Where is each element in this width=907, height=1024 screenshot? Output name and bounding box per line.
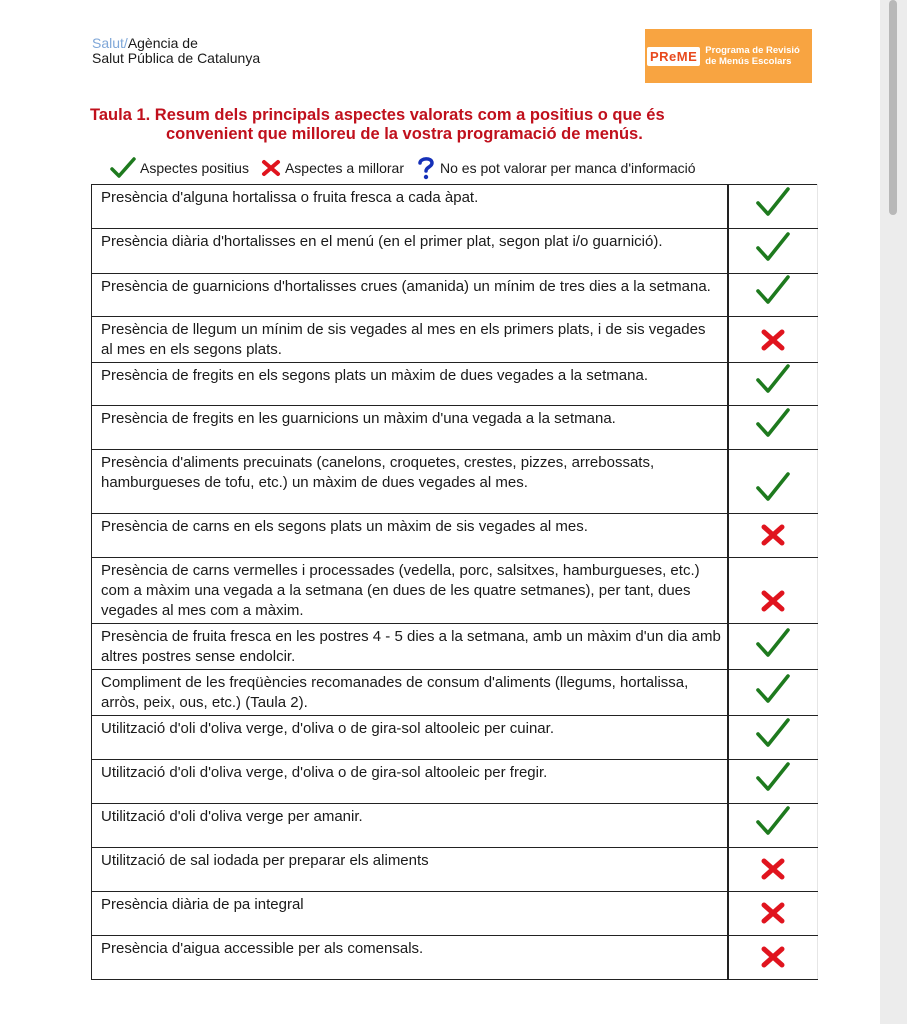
criterion-text: Utilització d'oli d'oliva verge, d'oliva o de gira-sol altooleic per fregir. bbox=[92, 760, 729, 804]
table-row bbox=[92, 624, 818, 670]
criterion-status bbox=[728, 363, 818, 406]
table-row bbox=[92, 317, 818, 363]
criterion-status bbox=[728, 760, 818, 804]
legend-unknown bbox=[416, 156, 696, 180]
cross-icon bbox=[760, 523, 786, 547]
criterion-text: Presència d'aigua accessible per als comensals. bbox=[92, 936, 729, 980]
title-line2: convenient que milloreu de la vostra programació de menús. bbox=[166, 125, 643, 143]
check-icon bbox=[755, 627, 791, 659]
agency-name bbox=[92, 36, 260, 66]
scrollbar-thumb[interactable] bbox=[889, 0, 897, 215]
criterion-status bbox=[728, 848, 818, 892]
legend-positive-label: Aspectes positius bbox=[140, 160, 249, 176]
criterion-text: Presència diària de pa integral bbox=[92, 892, 729, 936]
org-prefix: Salut/ bbox=[92, 35, 128, 51]
table-row bbox=[92, 450, 818, 514]
legend-improve-label: Aspectes a millorar bbox=[284, 160, 404, 176]
criterion-text: Presència de fruita fresca en les postres 4 - 5 dies a la setmana, amb un màxim d'un dia amb altres postres sense endolcir. bbox=[92, 624, 729, 670]
table-title bbox=[90, 106, 810, 144]
cross-icon bbox=[760, 857, 786, 881]
preme-logo bbox=[645, 29, 812, 83]
criterion-status bbox=[728, 274, 818, 317]
check-icon bbox=[755, 407, 791, 439]
criterion-text: Presència de carns en els segons plats un màxim de sis vegades al mes. bbox=[92, 514, 729, 558]
criterion-status bbox=[728, 514, 818, 558]
title-line1: Taula 1. Resum dels principals aspectes valorats com a positius o que és bbox=[90, 106, 665, 124]
table-row bbox=[92, 514, 818, 558]
criterion-text: Presència de guarnicions d'hortalisses crues (amanida) un mínim de tres dies a la setmana. bbox=[92, 274, 729, 317]
criterion-status bbox=[728, 892, 818, 936]
check-icon bbox=[755, 363, 791, 395]
table-row bbox=[92, 760, 818, 804]
criterion-status bbox=[728, 185, 818, 229]
question-icon bbox=[416, 156, 436, 180]
check-icon bbox=[755, 673, 791, 705]
cross-icon bbox=[760, 328, 786, 352]
table-row bbox=[92, 274, 818, 317]
table-row bbox=[92, 892, 818, 936]
criterion-text: Utilització de sal iodada per preparar els aliments bbox=[92, 848, 729, 892]
criterion-status bbox=[728, 936, 818, 980]
legend bbox=[110, 156, 830, 180]
criterion-text: Presència d'aliments precuinats (canelons, croquetes, crestes, pizzes, arrebossats, hamburgueses de tofu, etc.) un màxim de dues vegades al mes. bbox=[92, 450, 729, 514]
legend-improve bbox=[261, 159, 404, 177]
criterion-text: Presència de fregits en les guarnicions un màxim d'una vegada a la setmana. bbox=[92, 406, 729, 450]
criterion-text: Compliment de les freqüències recomanades de consum d'aliments (llegums, hortalissa, arròs, peix, ous, etc.) (Taula 2). bbox=[92, 670, 729, 716]
check-icon bbox=[755, 231, 791, 263]
table-row bbox=[92, 848, 818, 892]
table-row bbox=[92, 804, 818, 848]
table-row bbox=[92, 670, 818, 716]
logo-mark: PReME bbox=[647, 47, 700, 66]
org-line2: Salut Pública de Catalunya bbox=[92, 50, 261, 66]
table-row bbox=[92, 716, 818, 760]
criterion-text: Presència de fregits en els segons plats un màxim de dues vegades a la setmana. bbox=[92, 363, 729, 406]
criterion-text: Utilització d'oli d'oliva verge per amanir. bbox=[92, 804, 729, 848]
table-row bbox=[92, 936, 818, 980]
criterion-text: Presència d'alguna hortalissa o fruita fresca a cada àpat. bbox=[92, 185, 729, 229]
criterion-text: Presència de carns vermelles i processades (vedella, porc, salsitxes, hamburgueses, etc.) com a màxim una vegada a la setmana (en dues de les quatre setmanes), per tant, dues vegades al mes com a màxim. bbox=[92, 558, 729, 624]
table-row bbox=[92, 406, 818, 450]
logo-line2: de Menús Escolars bbox=[705, 56, 792, 67]
check-icon bbox=[755, 274, 791, 306]
check-icon bbox=[755, 805, 791, 837]
check-icon bbox=[110, 157, 136, 179]
check-icon bbox=[755, 186, 791, 218]
table-row bbox=[92, 229, 818, 274]
table-row bbox=[92, 185, 818, 229]
cross-icon bbox=[760, 945, 786, 969]
criterion-status bbox=[728, 406, 818, 450]
criterion-status bbox=[728, 670, 818, 716]
criterion-text: Presència de llegum un mínim de sis vegades al mes en els primers plats, i de sis vegades al mes en els segons plats. bbox=[92, 317, 729, 363]
criterion-status bbox=[728, 558, 818, 624]
table-row bbox=[92, 558, 818, 624]
legend-unknown-label: No es pot valorar per manca d'informació bbox=[440, 160, 696, 176]
legend-positive bbox=[110, 157, 249, 179]
criterion-text: Presència diària d'hortalisses en el menú (en el primer plat, segon plat i/o guarnició). bbox=[92, 229, 729, 274]
criterion-status bbox=[728, 624, 818, 670]
table-row bbox=[92, 363, 818, 406]
check-icon bbox=[755, 717, 791, 749]
check-icon bbox=[755, 761, 791, 793]
evaluation-table bbox=[91, 184, 818, 980]
cross-icon bbox=[760, 901, 786, 925]
logo-line1: Programa de Revisió bbox=[705, 45, 800, 56]
org-line1: Agència de bbox=[127, 35, 198, 51]
criterion-status bbox=[728, 716, 818, 760]
criterion-status bbox=[728, 317, 818, 363]
criterion-text: Utilització d'oli d'oliva verge, d'oliva o de gira-sol altooleic per cuinar. bbox=[92, 716, 729, 760]
cross-icon bbox=[760, 589, 786, 613]
criterion-status bbox=[728, 450, 818, 514]
check-icon bbox=[755, 471, 791, 503]
criterion-status bbox=[728, 804, 818, 848]
cross-icon bbox=[261, 159, 281, 177]
criterion-status bbox=[728, 229, 818, 274]
